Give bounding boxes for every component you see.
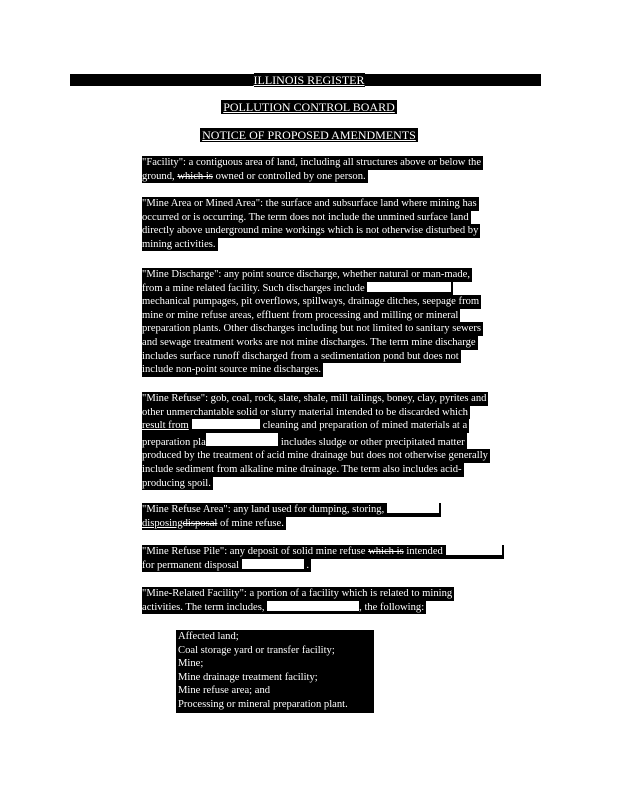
mine-refuse-pile-l1a: "Mine Refuse Pile": any deposit of solid mine refuse [142, 546, 366, 557]
mine-refuse-area-line-1 [142, 503, 441, 517]
facility-l2c: owned or controlled by one person. [215, 170, 366, 182]
redaction-mark [367, 282, 451, 292]
mine-refuse-area-l2c: of mine refuse. [220, 517, 284, 529]
mine-discharge-line-6: and sewage treatment works are not mine discharges. The term mine discharge [142, 336, 476, 348]
notice-title-text: NOTICE OF PROPOSED AMENDMENTS [202, 128, 416, 142]
board-title [0, 101, 618, 114]
mine-discharge-line-3: mechanical pumpages, pit overflows, spillways, drainage ditches, seepage from [142, 296, 480, 308]
facility-line-2 [142, 170, 368, 184]
mine-area-line-1: "Mine Area or Mined Area": the surface and subsurface land where mining has [142, 198, 477, 209]
board-title-text: POLLUTION CONTROL BOARD [223, 100, 395, 114]
definition-facility [142, 156, 483, 183]
definition-mine-area [142, 197, 480, 251]
mine-discharge-line-8: include non-point source mine discharges. [142, 364, 321, 376]
mine-discharge-line-5: preparation plants. Other discharges including but not limited to sanitary sewers [142, 323, 482, 335]
definition-mine-refuse-area [142, 503, 441, 530]
mine-refuse-area-line-2 [142, 517, 286, 531]
mine-refuse-area-insert: disposing [142, 517, 183, 529]
mine-area-line-2: occurred or is occurring. The term does not include the unmined surface land [142, 211, 469, 223]
mine-refuse-l3b: cleaning and preparation of mined materials at a [262, 420, 468, 432]
mine-refuse-pile-line-1 [142, 545, 504, 559]
facility-strike: which is [177, 170, 213, 182]
facility-l2a: ground, [142, 170, 175, 182]
list-item: Mine drainage treatment facility; [178, 671, 318, 683]
mine-refuse-l4b: includes sludge or other precipitated matter [280, 436, 465, 448]
facility-line-1: "Facility": a contiguous area of land, including all structures above or below the [142, 157, 482, 168]
register-title [0, 74, 618, 87]
mine-area-line-4: mining activities. [142, 238, 216, 250]
mine-refuse-pile-strike: which is [368, 546, 404, 557]
definition-mine-related-facility [142, 587, 454, 614]
mine-refuse-line-3 [142, 419, 469, 433]
mine-refuse-line-5: produced by the treatment of acid mine drainage but does not otherwise generally [142, 450, 488, 462]
mine-refuse-area-l1-text: "Mine Refuse Area": any land used for dumping, storing, [142, 504, 385, 515]
mine-discharge-l2-text: from a mine related facility. Such discharges include [142, 282, 365, 294]
mine-refuse-l3a: result from [142, 420, 189, 432]
mine-refuse-pile-line-2: for permanent disposal . [142, 559, 310, 571]
definition-mine-refuse [142, 392, 490, 490]
redaction-mark [387, 503, 439, 513]
mine-refuse-line-2: other unmerchantable solid or slurry material intended to be discarded which [142, 406, 468, 418]
mine-refuse-line-1: "Mine Refuse": gob, coal, rock, slate, shale, mill tailings, boney, clay, pyrites and [142, 393, 487, 404]
mine-discharge-line-7: includes surface runoff discharged from a sedimentation pond but does not [142, 350, 459, 362]
redaction-block [206, 433, 278, 446]
mine-related-l2a: activities. The term includes, [142, 601, 265, 613]
definition-mine-discharge [142, 268, 483, 377]
mine-related-l2b: , the following: [359, 601, 425, 613]
list-item: Processing or mineral preparation plant. [178, 698, 348, 710]
redaction-mark [242, 559, 304, 569]
list-item: Coal storage yard or transfer facility; [178, 644, 335, 656]
mine-related-line-2 [142, 601, 426, 615]
facility-list [176, 630, 374, 713]
list-item: Mine refuse area; and [178, 685, 271, 697]
mine-refuse-l4a: preparation pla [142, 436, 206, 448]
mine-discharge-line-1: "Mine Discharge": any point source discharge, whether natural or man-made, [142, 269, 471, 280]
redaction-mark [267, 601, 359, 611]
register-title-text: ILLINOIS REGISTER [253, 73, 365, 87]
list-item: Affected land; [178, 631, 239, 642]
mine-related-line-1: "Mine-Related Facility": a portion of a facility which is related to mining [142, 588, 453, 599]
mine-refuse-pile-l2-text: for permanent disposal [142, 559, 240, 571]
mine-refuse-line-7: producing spoil. [142, 477, 211, 489]
list-item: Mine; [178, 658, 204, 670]
mine-refuse-line-4 [142, 433, 467, 450]
mine-refuse-line-6: include sediment from alkaline mine drainage. The term also includes acid- [142, 463, 462, 475]
mine-area-line-3: directly above underground mine workings which is not otherwise disturbed by [142, 225, 479, 237]
redaction-mark [446, 545, 502, 555]
mine-discharge-line-4: mine or mine refuse areas, effluent from processing and milling or mineral [142, 309, 459, 321]
mine-discharge-line-2 [142, 282, 453, 296]
mine-refuse-pile-l1c: intended [406, 546, 443, 557]
redaction-mark [192, 419, 260, 429]
mine-refuse-area-strike: disposal [182, 517, 218, 529]
definition-mine-refuse-pile [142, 545, 504, 572]
notice-title [0, 129, 618, 142]
